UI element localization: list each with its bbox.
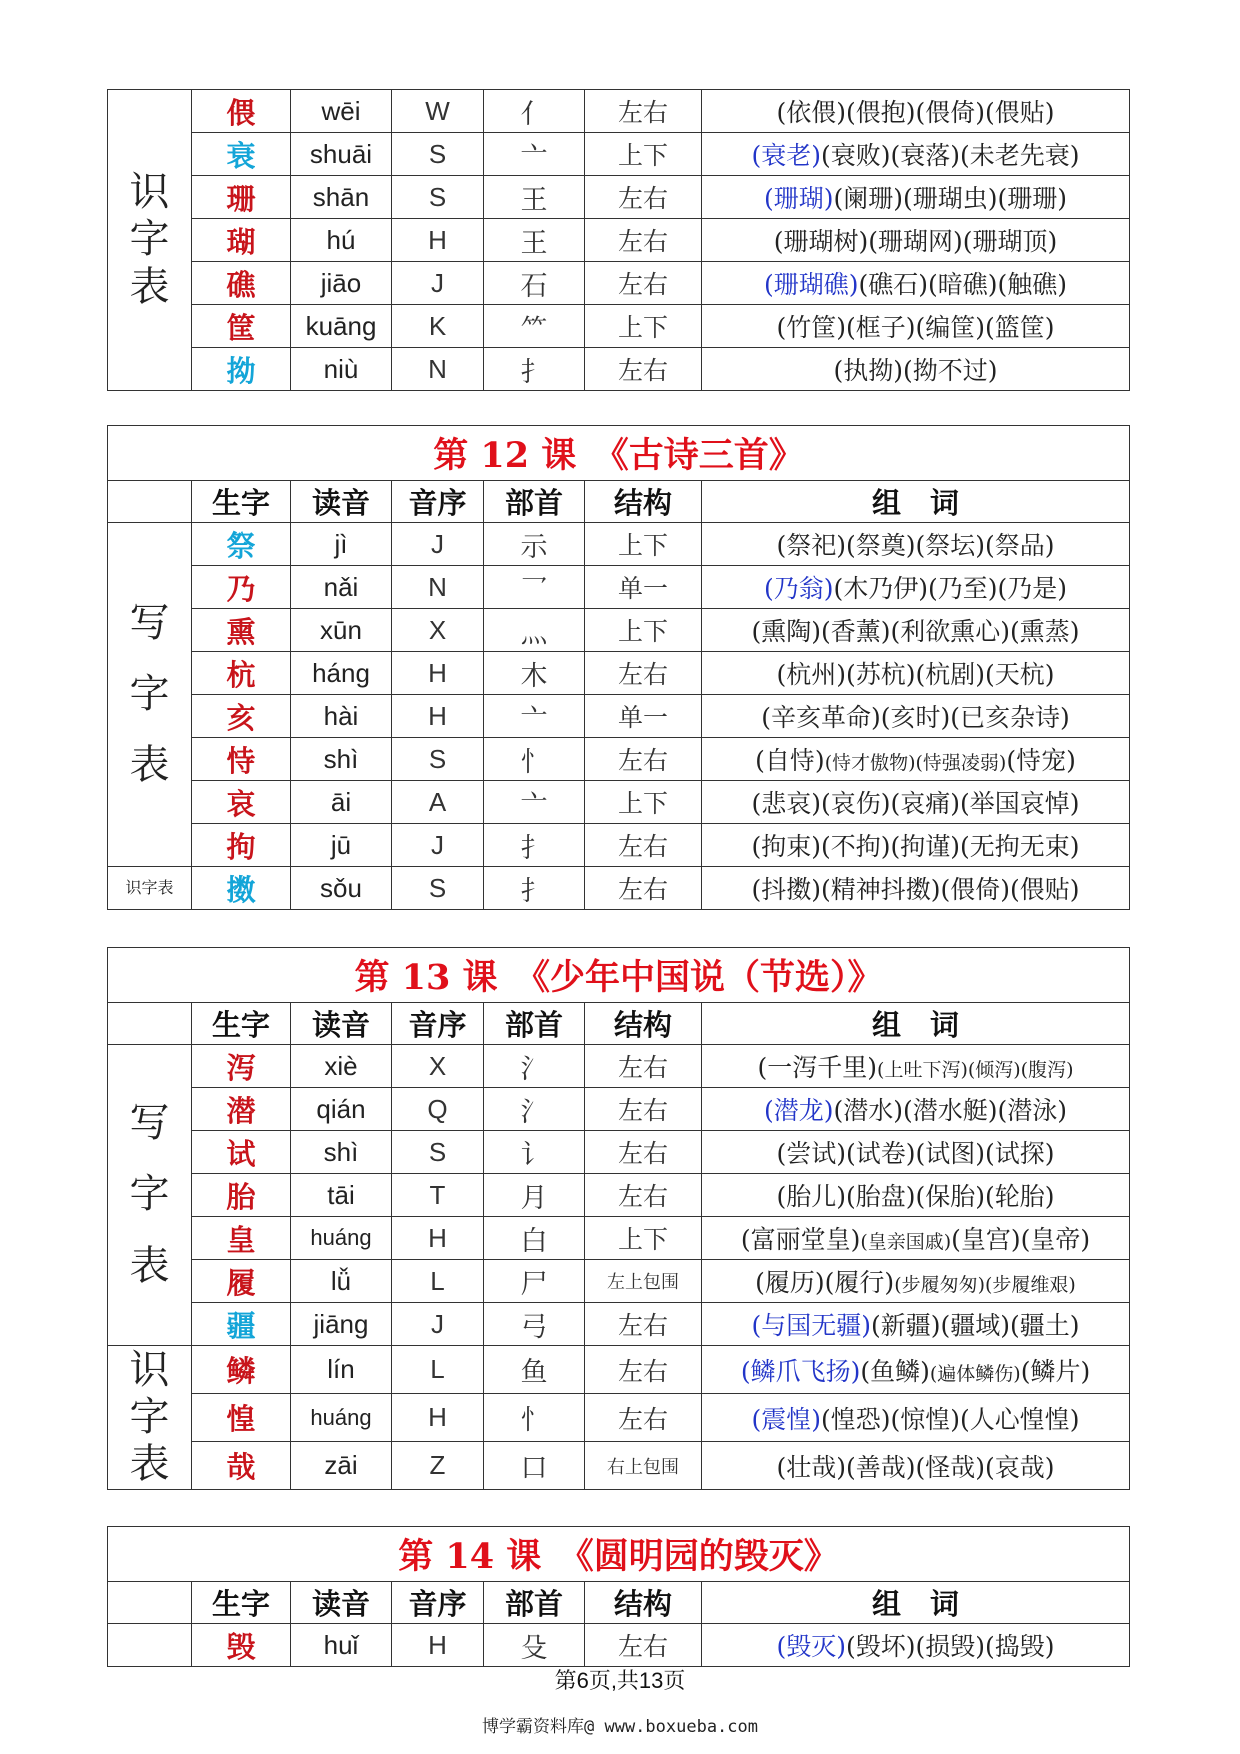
- structure-cell: 左右: [585, 262, 702, 305]
- words-text: (杭州)(苏杭)(杭剧)(天杭): [776, 660, 1055, 689]
- highlight-word: (毁灭): [776, 1632, 846, 1661]
- char-cell: 熏: [192, 609, 291, 652]
- pinyin-cell: jiāng: [291, 1303, 392, 1346]
- words-cell: [702, 566, 1130, 609]
- pinyin-cell: zāi: [291, 1442, 392, 1490]
- words-text-small: (上吐下泻)(倾泻)(腹泻): [877, 1059, 1074, 1081]
- words-text: (衰败)(衰落)(未老先衰): [820, 141, 1080, 170]
- table-row: [108, 1174, 1130, 1217]
- char-cell: 礁: [192, 262, 291, 305]
- char-cell: 泻: [192, 1045, 291, 1088]
- structure-cell: 单一: [585, 695, 702, 738]
- radical-cell: 殳: [484, 1624, 585, 1667]
- header-radical: 部首: [484, 481, 585, 523]
- char-cell: 擞: [192, 867, 291, 910]
- group-label-xiezi: 写 字 表: [108, 1045, 192, 1346]
- words-text: (履历)(履行): [755, 1268, 895, 1297]
- table-row: [108, 1624, 1130, 1667]
- words-text-tail: (恃宠): [1006, 746, 1076, 775]
- structure-cell: 左右: [585, 738, 702, 781]
- words-text: (毁坏)(损毁)(捣毁): [846, 1632, 1055, 1661]
- table-row: [108, 1303, 1130, 1346]
- order-cell: H: [392, 1394, 484, 1442]
- header-pinyin: 读音: [291, 1582, 392, 1624]
- table-row: [108, 867, 1130, 910]
- pinyin-cell: nǎi: [291, 566, 392, 609]
- order-cell: Z: [392, 1442, 484, 1490]
- header-structure: 结构: [585, 481, 702, 523]
- pinyin-cell: āi: [291, 781, 392, 824]
- words-text: (熏陶)(香薰)(利欲熏心)(熏蒸): [751, 617, 1080, 646]
- pinyin-cell: hú: [291, 219, 392, 262]
- header-char: 生字: [192, 1003, 291, 1045]
- radical-cell: 灬: [484, 609, 585, 652]
- pinyin-cell: jū: [291, 824, 392, 867]
- radical-cell: 月: [484, 1174, 585, 1217]
- words-text-tail: (皇宫)(皇帝): [951, 1225, 1091, 1254]
- structure-cell: 右上包围: [585, 1442, 702, 1490]
- words-text: (潜水)(潜水艇)(潜泳): [833, 1096, 1068, 1125]
- order-cell: X: [392, 1045, 484, 1088]
- site-watermark: 博学霸资料库@ www.boxueba.com: [482, 1717, 758, 1737]
- structure-cell: 左右: [585, 652, 702, 695]
- words-cell: [702, 348, 1130, 391]
- order-cell: L: [392, 1346, 484, 1394]
- pinyin-cell: niù: [291, 348, 392, 391]
- table-row: [108, 738, 1130, 781]
- header-structure: 结构: [585, 1582, 702, 1624]
- order-cell: L: [392, 1260, 484, 1303]
- char-cell: 胎: [192, 1174, 291, 1217]
- radical-cell: ⺮: [484, 305, 585, 348]
- pinyin-cell: kuāng: [291, 305, 392, 348]
- header-order: 音序: [392, 1003, 484, 1045]
- table-row: [108, 1131, 1130, 1174]
- header-char: 生字: [192, 1582, 291, 1624]
- radical-cell: 亻: [484, 90, 585, 133]
- order-cell: K: [392, 305, 484, 348]
- pinyin-cell: jì: [291, 523, 392, 566]
- header-radical: 部首: [484, 1582, 585, 1624]
- words-cell: [702, 781, 1130, 824]
- structure-cell: 左右: [585, 1174, 702, 1217]
- words-cell: [702, 652, 1130, 695]
- radical-cell: 亠: [484, 133, 585, 176]
- words-cell: [702, 1088, 1130, 1131]
- radical-cell: 乛: [484, 566, 585, 609]
- pinyin-cell: lǚ: [291, 1260, 392, 1303]
- radical-cell: 示: [484, 523, 585, 566]
- structure-cell: 左右: [585, 1303, 702, 1346]
- words-text: (壮哉)(善哉)(怪哉)(哀哉): [776, 1452, 1055, 1482]
- structure-cell: 左右: [585, 1624, 702, 1667]
- table-row: [108, 609, 1130, 652]
- char-cell: 潜: [192, 1088, 291, 1131]
- table-row: [108, 1217, 1130, 1260]
- structure-cell: 上下: [585, 1217, 702, 1260]
- words-cell: [702, 1174, 1130, 1217]
- words-text-small: (恃才傲物)(恃强凌弱): [824, 752, 1007, 774]
- radical-cell: 扌: [484, 867, 585, 910]
- words-text: (悲哀)(哀伤)(哀痛)(举国哀悼): [751, 789, 1080, 818]
- order-cell: A: [392, 781, 484, 824]
- words-text: (惶恐)(惊惶)(人心惶惶): [821, 1404, 1080, 1434]
- header-char: 生字: [192, 481, 291, 523]
- char-cell: 杭: [192, 652, 291, 695]
- words-cell: [702, 305, 1130, 348]
- order-cell: J: [392, 523, 484, 566]
- table-row: [108, 262, 1130, 305]
- header-pinyin: 读音: [291, 481, 392, 523]
- words-cell: [702, 609, 1130, 652]
- group-label-xiezi: 写 字 表: [108, 523, 192, 867]
- words-cell: [702, 1624, 1130, 1667]
- structure-cell: 左右: [585, 1045, 702, 1088]
- structure-cell: 上下: [585, 609, 702, 652]
- header-words: 组 词: [702, 1003, 1130, 1045]
- page-number: 第6页,共13页: [554, 1668, 686, 1693]
- char-cell: 疆: [192, 1303, 291, 1346]
- char-cell: 惶: [192, 1394, 291, 1442]
- char-cell: 履: [192, 1260, 291, 1303]
- words-text: (鱼鳞): [860, 1356, 930, 1386]
- order-cell: J: [392, 262, 484, 305]
- words-cell: [702, 1045, 1130, 1088]
- radical-cell: 木: [484, 652, 585, 695]
- order-cell: S: [392, 133, 484, 176]
- pinyin-cell: shān: [291, 176, 392, 219]
- words-cell: [702, 1260, 1130, 1303]
- table-row: [108, 1442, 1130, 1490]
- header-blank: [108, 1582, 192, 1624]
- radical-cell: 王: [484, 219, 585, 262]
- group-label-shizi: 识 字 表: [108, 1346, 192, 1490]
- structure-cell: 左右: [585, 1088, 702, 1131]
- highlight-word: (珊瑚): [763, 184, 834, 213]
- words-text: (辛亥革命)(亥时)(已亥杂诗): [761, 703, 1070, 732]
- words-text: (尝试)(试卷)(试图)(试探): [776, 1139, 1055, 1168]
- words-cell: [702, 738, 1130, 781]
- words-cell: [702, 523, 1130, 566]
- group-label-empty: [108, 1624, 192, 1667]
- order-cell: X: [392, 609, 484, 652]
- header-structure: 结构: [585, 1003, 702, 1045]
- char-cell: 衰: [192, 133, 291, 176]
- order-cell: J: [392, 1303, 484, 1346]
- order-cell: Q: [392, 1088, 484, 1131]
- words-text: (抖擞)(精神抖擞)(偎倚)(偎贴): [751, 875, 1080, 904]
- pinyin-cell: xūn: [291, 609, 392, 652]
- char-cell: 拗: [192, 348, 291, 391]
- words-cell: [702, 90, 1130, 133]
- table-row: [108, 824, 1130, 867]
- structure-cell: 上下: [585, 781, 702, 824]
- structure-cell: 左上包围: [585, 1260, 702, 1303]
- words-cell: [702, 1131, 1130, 1174]
- table-row: [108, 133, 1130, 176]
- radical-cell: 鱼: [484, 1346, 585, 1394]
- char-cell: 毁: [192, 1624, 291, 1667]
- words-cell: [702, 176, 1130, 219]
- pinyin-cell: tāi: [291, 1174, 392, 1217]
- char-cell: 拘: [192, 824, 291, 867]
- radical-cell: 尸: [484, 1260, 585, 1303]
- words-cell: [702, 1346, 1130, 1394]
- char-cell: 筐: [192, 305, 291, 348]
- radical-cell: 氵: [484, 1045, 585, 1088]
- radical-cell: 氵: [484, 1088, 585, 1131]
- words-text: (礁石)(暗礁)(触礁): [858, 270, 1068, 299]
- header-pinyin: 读音: [291, 1003, 392, 1045]
- structure-cell: 左右: [585, 1131, 702, 1174]
- structure-cell: 左右: [585, 1394, 702, 1442]
- order-cell: H: [392, 695, 484, 738]
- order-cell: H: [392, 652, 484, 695]
- char-cell: 哀: [192, 781, 291, 824]
- lesson-title: 第 12 课 《古诗三首》: [108, 426, 1130, 481]
- words-cell: [702, 824, 1130, 867]
- pinyin-cell: lín: [291, 1346, 392, 1394]
- header-radical: 部首: [484, 1003, 585, 1045]
- group-label-shizi-small: 识字表: [108, 867, 192, 910]
- structure-cell: 上下: [585, 523, 702, 566]
- pinyin-cell: sǒu: [291, 867, 392, 910]
- table-row: [108, 348, 1130, 391]
- order-cell: S: [392, 176, 484, 219]
- words-text-tail: (鳞片): [1020, 1356, 1091, 1386]
- structure-cell: 上下: [585, 305, 702, 348]
- pinyin-cell: wēi: [291, 90, 392, 133]
- char-cell: 偎: [192, 90, 291, 133]
- words-text: (新疆)(疆域)(疆土): [871, 1311, 1080, 1340]
- table-row: [108, 566, 1130, 609]
- words-text-small: (步履匆匆)(步履维艰): [894, 1274, 1076, 1296]
- table-row: [108, 523, 1130, 566]
- highlight-word: (潜龙): [763, 1096, 834, 1125]
- radical-cell: 白: [484, 1217, 585, 1260]
- structure-cell: 上下: [585, 133, 702, 176]
- table-row: [108, 176, 1130, 219]
- table-lesson-12: [107, 425, 1130, 910]
- char-cell: 恃: [192, 738, 291, 781]
- table-row: [108, 652, 1130, 695]
- table-row: [108, 1088, 1130, 1131]
- highlight-word: (乃翁): [763, 574, 834, 603]
- table-row: [108, 695, 1130, 738]
- highlight-word: (与国无疆): [751, 1311, 871, 1340]
- words-text-small: (遍体鳞伤): [929, 1362, 1021, 1385]
- structure-cell: 左右: [585, 219, 702, 262]
- words-cell: [702, 133, 1130, 176]
- char-cell: 亥: [192, 695, 291, 738]
- structure-cell: 单一: [585, 566, 702, 609]
- words-text: (拘束)(不拘)(拘谨)(无拘无束): [751, 832, 1080, 861]
- structure-cell: 左右: [585, 176, 702, 219]
- words-text: (一泻千里): [757, 1053, 878, 1082]
- char-cell: 珊: [192, 176, 291, 219]
- pinyin-cell: hài: [291, 695, 392, 738]
- pinyin-cell: shuāi: [291, 133, 392, 176]
- char-cell: 祭: [192, 523, 291, 566]
- char-cell: 哉: [192, 1442, 291, 1490]
- order-cell: H: [392, 1217, 484, 1260]
- pinyin-cell: huǐ: [291, 1624, 392, 1667]
- header-words: 组 词: [702, 1582, 1130, 1624]
- radical-cell: 口: [484, 1442, 585, 1490]
- words-cell: [702, 867, 1130, 910]
- pinyin-cell: xiè: [291, 1045, 392, 1088]
- order-cell: J: [392, 824, 484, 867]
- words-text: (木乃伊)(乃至)(乃是): [833, 574, 1068, 603]
- table-lesson-13: [107, 947, 1130, 1490]
- words-cell: [702, 695, 1130, 738]
- char-cell: 试: [192, 1131, 291, 1174]
- highlight-word: (震惶): [751, 1404, 821, 1434]
- char-cell: 乃: [192, 566, 291, 609]
- pinyin-cell: shì: [291, 738, 392, 781]
- table-row: [108, 1394, 1130, 1442]
- order-cell: S: [392, 738, 484, 781]
- words-text: (自恃): [755, 746, 825, 775]
- table-row: [108, 1045, 1130, 1088]
- words-cell: [702, 1217, 1130, 1260]
- radical-cell: 忄: [484, 738, 585, 781]
- order-cell: H: [392, 219, 484, 262]
- highlight-word: (鳞爪飞扬): [740, 1356, 861, 1386]
- highlight-word: (珊瑚礁): [763, 270, 859, 299]
- words-text: (珊瑚树)(珊瑚网)(珊瑚顶): [773, 227, 1058, 256]
- radical-cell: 弓: [484, 1303, 585, 1346]
- pinyin-cell: jiāo: [291, 262, 392, 305]
- table-row: [108, 781, 1130, 824]
- table-row: [108, 1346, 1130, 1394]
- table-row: [108, 305, 1130, 348]
- char-cell: 皇: [192, 1217, 291, 1260]
- order-cell: T: [392, 1174, 484, 1217]
- pinyin-cell: huáng: [291, 1394, 392, 1442]
- header-order: 音序: [392, 1582, 484, 1624]
- words-text: (祭祀)(祭奠)(祭坛)(祭品): [776, 531, 1055, 560]
- lesson-title: 第 13 课 《少年中国说（节选）》: [108, 948, 1130, 1003]
- table-lesson-14: [107, 1526, 1130, 1667]
- structure-cell: 左右: [585, 348, 702, 391]
- words-cell: [702, 1442, 1130, 1490]
- structure-cell: 左右: [585, 824, 702, 867]
- header-blank: [108, 1003, 192, 1045]
- radical-cell: 讠: [484, 1131, 585, 1174]
- char-cell: 鳞: [192, 1346, 291, 1394]
- highlight-word: (衰老): [751, 141, 821, 170]
- order-cell: N: [392, 566, 484, 609]
- table-row: [108, 90, 1130, 133]
- radical-cell: 忄: [484, 1394, 585, 1442]
- order-cell: S: [392, 867, 484, 910]
- header-blank: [108, 481, 192, 523]
- words-cell: [702, 262, 1130, 305]
- pinyin-cell: qián: [291, 1088, 392, 1131]
- table-row: [108, 1260, 1130, 1303]
- words-text-small: (皇亲国戚): [860, 1231, 952, 1253]
- words-text: (阑珊)(珊瑚虫)(珊珊): [833, 184, 1068, 213]
- structure-cell: 左右: [585, 90, 702, 133]
- words-text: (执拗)(拗不过): [833, 356, 998, 385]
- table-row: [108, 219, 1130, 262]
- structure-cell: 左右: [585, 867, 702, 910]
- table-section-0: [107, 89, 1130, 391]
- pinyin-cell: háng: [291, 652, 392, 695]
- radical-cell: 扌: [484, 824, 585, 867]
- words-cell: [702, 219, 1130, 262]
- order-cell: S: [392, 1131, 484, 1174]
- words-text: (竹筐)(框子)(编筐)(篮筐): [776, 313, 1055, 342]
- words-text: (依偎)(偎抱)(偎倚)(偎贴): [776, 98, 1055, 127]
- words-cell: [702, 1394, 1130, 1442]
- char-cell: 瑚: [192, 219, 291, 262]
- radical-cell: 亠: [484, 781, 585, 824]
- radical-cell: 亠: [484, 695, 585, 738]
- header-order: 音序: [392, 481, 484, 523]
- radical-cell: 王: [484, 176, 585, 219]
- order-cell: N: [392, 348, 484, 391]
- lesson-title: 第 14 课 《圆明园的毁灭》: [108, 1527, 1130, 1582]
- order-cell: H: [392, 1624, 484, 1667]
- order-cell: W: [392, 90, 484, 133]
- words-text: (胎儿)(胎盘)(保胎)(轮胎): [776, 1182, 1055, 1211]
- radical-cell: 石: [484, 262, 585, 305]
- structure-cell: 左右: [585, 1346, 702, 1394]
- header-words: 组 词: [702, 481, 1130, 523]
- pinyin-cell: shì: [291, 1131, 392, 1174]
- words-cell: [702, 1303, 1130, 1346]
- words-text: (富丽堂皇): [740, 1225, 861, 1254]
- group-label-shizi: 识 字 表: [108, 90, 192, 391]
- pinyin-cell: huáng: [291, 1217, 392, 1260]
- radical-cell: 扌: [484, 348, 585, 391]
